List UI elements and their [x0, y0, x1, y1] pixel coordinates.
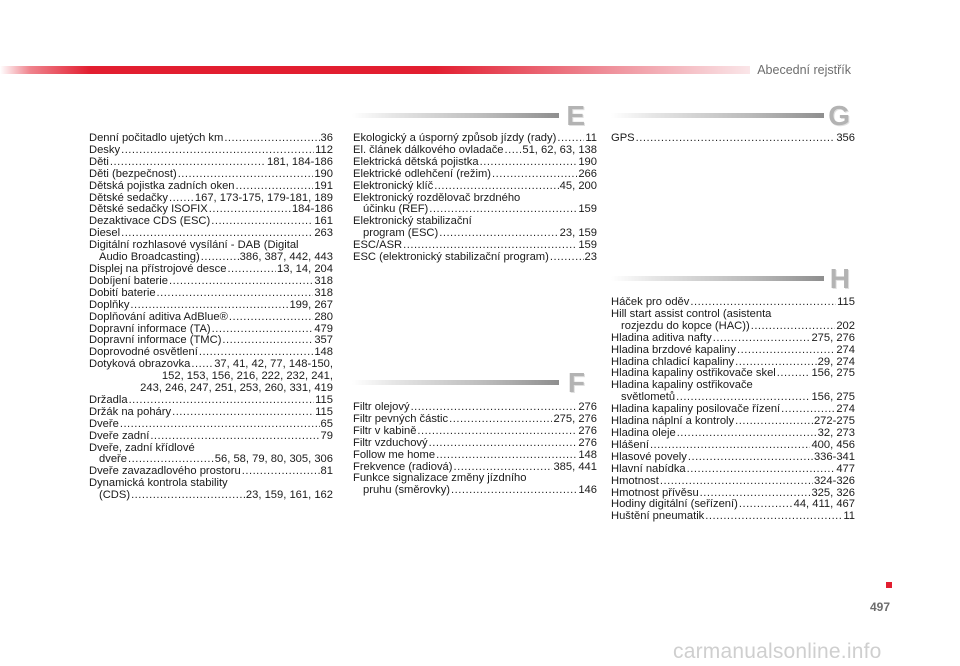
entry-pages: 79 — [320, 429, 333, 442]
index-entry — [89, 240, 333, 264]
entry-term: (CDS) — [99, 489, 131, 502]
entry-pages: 324-326 — [813, 474, 855, 487]
entry-pages: 276 — [578, 401, 597, 413]
entry-pages: 156, 275 — [811, 391, 855, 404]
entry-pages: 400, 456 — [811, 438, 855, 451]
entry-pages: 191 — [314, 179, 333, 192]
entry-term: Digitální rozhlasové vysílání - DAB (Digital — [89, 239, 299, 252]
index-column-d — [89, 133, 333, 502]
entry-term: Dezaktivace CDS (ESC) — [89, 215, 211, 228]
letter-heading-bar — [611, 276, 824, 281]
entry-pages: 29, 274 — [817, 355, 855, 368]
entry-term: Dotyková obrazovka — [89, 358, 191, 371]
index-column-h — [611, 297, 855, 523]
entry-term: Filtr olejový — [353, 401, 410, 413]
entry-pages: 263 — [314, 227, 333, 240]
index-entry — [353, 169, 597, 181]
entry-term: Dopravní informace (TMC) — [89, 334, 222, 347]
entry-term: Hladina kapaliny ostřikovače skel — [611, 367, 776, 380]
index-column-e — [353, 133, 597, 264]
entry-pages: 112 — [315, 143, 333, 156]
entry-term: Hladina kapaliny ostřikovače — [611, 379, 753, 392]
entry-term: Držák na poháry — [89, 405, 172, 418]
entry-pages: 81 — [320, 465, 333, 478]
entry-term: Displej na přístrojové desce — [89, 262, 227, 275]
entry-pages: 32, 273 — [817, 426, 855, 439]
index-entry — [611, 464, 855, 476]
index-entry — [89, 478, 333, 502]
letter-heading-bar — [352, 380, 559, 385]
entry-pages: 115 — [837, 296, 855, 308]
entry-term: Elektronický stabilizační — [353, 215, 472, 228]
entry-term: Hladina brzdové kapaliny — [611, 343, 737, 356]
entry-term: světlometů — [621, 391, 676, 404]
index-entry — [89, 288, 333, 300]
entry-pages: 13, 14, 204 — [277, 262, 333, 275]
index-column-f — [353, 402, 597, 497]
entry-pages: 199, 267 — [289, 298, 333, 311]
entry-term: Hmotnost — [611, 474, 659, 487]
entry-pages: 276 — [578, 424, 597, 437]
entry-term: Doplňování aditiva AdBlue® — [89, 310, 228, 323]
letter-heading-e — [352, 101, 585, 131]
index-entry — [353, 252, 597, 264]
entry-term: Dobití baterie — [89, 286, 156, 299]
entry-term: Elektronický rozdělovač brzdného — [353, 191, 521, 204]
index-column-g — [611, 133, 855, 145]
entry-term: ESC (elektronický stabilizační program) — [353, 251, 549, 264]
entry-pages: 36 — [320, 132, 333, 144]
entry-term: pruhu (směrovky) — [363, 484, 451, 497]
letter-heading-bar — [352, 113, 559, 118]
entry-pages: 272-275 — [813, 415, 855, 428]
entry-pages: 44, 411, 467 — [793, 498, 855, 511]
entry-pages: 146 — [578, 484, 597, 497]
entry-term: Hladina chladicí kapaliny — [611, 355, 735, 368]
index-entry — [611, 380, 855, 404]
entry-pages: 477 — [836, 462, 855, 475]
letter-heading-label: G — [828, 100, 850, 131]
entry-term: Follow me home — [353, 448, 436, 461]
entry-pages: 51, 62, 63, 138 — [522, 143, 597, 156]
entry-term: Hlavní nabídka — [611, 462, 686, 475]
entry-pages: 479 — [314, 322, 333, 335]
section-title: Abecední rejstřík — [757, 63, 851, 77]
entry-pages: 184-186 — [291, 203, 333, 216]
entry-term: rozjezdu do kopce (HAC)) — [621, 319, 750, 332]
entry-term: Doprovodné osvětlení — [89, 346, 198, 359]
index-entry — [611, 345, 855, 357]
entry-pages: 274 — [836, 343, 855, 356]
entry-pages: 11 — [843, 510, 855, 523]
entry-term: Dětské sedačky — [89, 191, 168, 204]
entry-pages: 156, 275 — [811, 367, 855, 380]
letter-heading-bar — [611, 113, 824, 118]
index-entry — [89, 407, 333, 419]
header-accent-bar — [0, 66, 750, 74]
entry-pages: 386, 387, 442, 443 — [239, 251, 333, 264]
entry-pages: 152, 153, 156, 216, 222, 232, 241, — [161, 370, 333, 383]
entry-term: Dětská pojistka zadních oken — [89, 179, 235, 192]
entry-pages: 159 — [578, 203, 597, 216]
index-entry — [353, 438, 597, 450]
index-entry — [89, 169, 333, 181]
entry-term: GPS — [611, 132, 635, 144]
entry-term: Děti — [89, 155, 109, 168]
entry-pages: 336-341 — [813, 450, 855, 463]
entry-term: Elektronický klíč — [353, 179, 434, 192]
entry-term: Hlasové povely — [611, 450, 687, 463]
index-entry — [611, 511, 855, 523]
entry-pages: 190 — [578, 155, 597, 168]
entry-term: Filtr vzduchový — [353, 436, 428, 449]
index-entry — [353, 216, 597, 240]
entry-term: Doplňky — [89, 298, 130, 311]
entry-term: Děti (bezpečnost) — [89, 167, 177, 180]
entry-term: Hladina oleje — [611, 426, 676, 439]
entry-term: Huštění pneumatik — [611, 510, 705, 523]
entry-pages: 115 — [315, 393, 333, 406]
index-entry — [353, 193, 597, 217]
entry-term: Dveře — [89, 417, 119, 430]
entry-pages: 356 — [836, 132, 855, 144]
entry-pages: 23, 159, 161, 162 — [245, 489, 333, 502]
entry-pages: 190 — [314, 167, 333, 180]
entry-pages: 11 — [585, 132, 597, 144]
entry-pages: 202 — [836, 319, 855, 332]
index-entry — [89, 419, 333, 431]
entry-term: Filtr v kabině — [353, 424, 417, 437]
index-entry — [89, 133, 333, 145]
entry-pages: 243, 246, 247, 251, 253, 260, 331, 419 — [140, 382, 333, 395]
entry-term: Hlášení — [611, 438, 649, 451]
index-entry — [89, 443, 333, 467]
entry-term: dveře — [99, 453, 127, 466]
watermark: carmanualsonline.info — [673, 640, 882, 663]
index-entry — [89, 181, 333, 193]
entry-term: Elektrická dětská pojistka — [353, 155, 479, 168]
index-entry — [353, 157, 597, 169]
index-entry — [89, 312, 333, 324]
entry-term: Funkce signalizace změny jízdního — [353, 472, 527, 485]
letter-heading-label: F — [567, 367, 585, 398]
entry-term: Hill start assist control (asistenta — [611, 307, 772, 320]
letter-heading-f — [352, 368, 585, 398]
entry-pages: 37, 41, 42, 77, 148-150, — [214, 358, 333, 371]
letter-heading-h — [611, 264, 850, 294]
entry-pages: 280 — [314, 310, 333, 323]
index-entry — [353, 473, 597, 497]
entry-term: El. článek dálkového ovladače — [353, 143, 504, 156]
entry-term: Dveře zavazadlového prostoru — [89, 465, 241, 478]
entry-pages: 167, 173-175, 179-181, 189 — [194, 191, 333, 204]
index-entry — [611, 333, 855, 345]
entry-term: Dobíjení baterie — [89, 274, 168, 287]
entry-term: ESC/ASR — [353, 239, 403, 252]
index-entry — [89, 276, 333, 288]
entry-pages: 266 — [578, 167, 597, 180]
entry-term: Dveře, zadní křídlové — [89, 441, 195, 454]
entry-pages: 318 — [314, 286, 333, 299]
entry-term: Hmotnost přívěsu — [611, 486, 699, 499]
entry-pages: 161 — [314, 215, 333, 228]
index-entry — [353, 426, 597, 438]
entry-pages: 148 — [314, 346, 333, 359]
entry-pages: 274 — [836, 403, 855, 416]
entry-term: Držadla — [89, 393, 128, 406]
entry-pages: 318 — [314, 274, 333, 287]
entry-term: Hladina náplní a kontroly — [611, 415, 735, 428]
index-entry — [89, 157, 333, 169]
entry-pages: 115 — [315, 405, 333, 418]
entry-pages: 65 — [320, 417, 333, 430]
entry-term: Elektrické odlehčení (režim) — [353, 167, 492, 180]
entry-term: Hodiny digitální (seřízení) — [611, 498, 738, 511]
entry-term: Hladina aditiva nafty — [611, 331, 712, 344]
index-entry — [611, 476, 855, 488]
entry-term: Háček pro oděv — [611, 296, 690, 308]
entry-term: Dveře zadní — [89, 429, 150, 442]
index-entry — [611, 440, 855, 452]
entry-pages: 148 — [578, 448, 597, 461]
entry-term: Filtr pevných částic — [353, 412, 449, 425]
entry-pages: 23, 159 — [559, 227, 597, 240]
entry-pages: 45, 200 — [559, 179, 597, 192]
index-entry — [89, 216, 333, 228]
index-entry — [89, 431, 333, 443]
entry-pages-continued — [89, 371, 333, 395]
entry-pages: 275, 276 — [553, 412, 597, 425]
entry-term: program (ESC) — [363, 227, 439, 240]
entry-pages: 56, 58, 79, 80, 305, 306 — [214, 453, 333, 466]
entry-pages: 159 — [578, 239, 597, 252]
entry-term: Audio Broadcasting) — [99, 251, 200, 264]
entry-term: Ekologický a úsporný způsob jízdy (rady) — [353, 132, 557, 144]
entry-term: Denní počitadlo ujetých km — [89, 132, 224, 144]
index-entry — [611, 133, 855, 145]
index-entry — [89, 300, 333, 312]
letter-heading-g — [611, 101, 850, 131]
entry-pages: 325, 326 — [811, 486, 855, 499]
index-entry — [611, 452, 855, 464]
index-entry — [611, 309, 855, 333]
letter-heading-label: H — [829, 263, 850, 294]
entry-pages: 385, 441 — [553, 460, 597, 473]
entry-term: účinku (REF) — [363, 203, 429, 216]
entry-pages: 23 — [584, 251, 597, 264]
entry-term: Dopravní informace (TA) — [89, 322, 211, 335]
page-marker — [886, 582, 892, 588]
entry-pages: 181, 184-186 — [267, 155, 333, 168]
index-entry — [353, 450, 597, 462]
entry-term: Hladina kapaliny posilovače řízení — [611, 403, 781, 416]
entry-term: Desky — [89, 143, 121, 156]
letter-heading-label: E — [566, 100, 585, 131]
entry-term: Diesel — [89, 227, 121, 240]
entry-pages: 275, 276 — [811, 331, 855, 344]
entry-term: Frekvence (radiová) — [353, 460, 453, 473]
entry-term: Dynamická kontrola stability — [89, 477, 228, 490]
entry-pages: 276 — [578, 436, 597, 449]
page-number: 497 — [870, 600, 891, 614]
entry-term: Dětské sedačky ISOFIX — [89, 203, 208, 216]
entry-pages: 357 — [314, 334, 333, 347]
index-entry — [353, 181, 597, 193]
